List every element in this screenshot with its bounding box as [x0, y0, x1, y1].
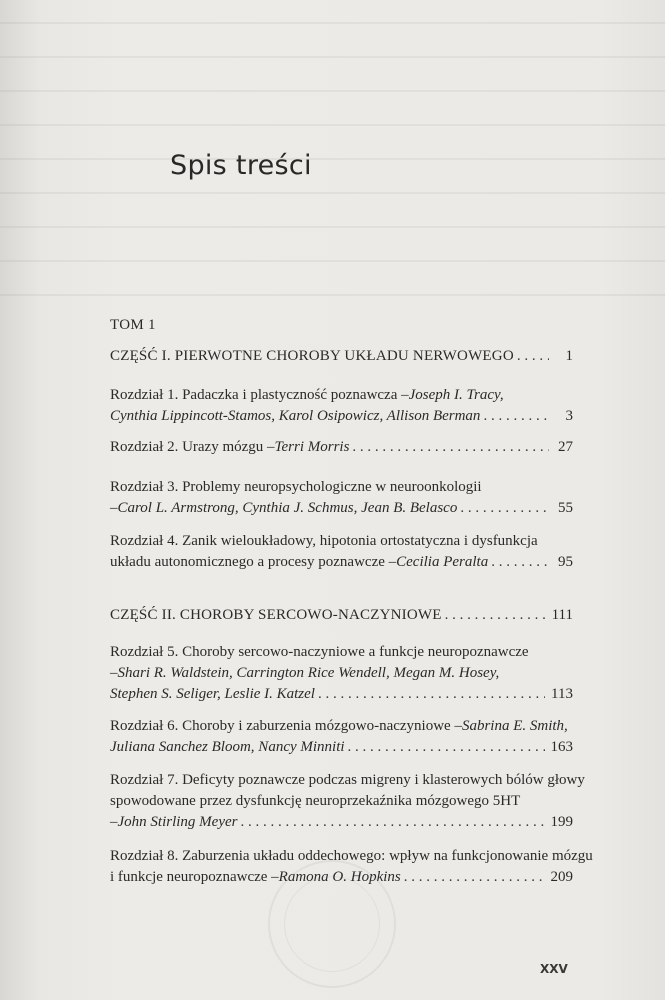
page-number: 3 [565, 408, 573, 424]
leader-dots [517, 346, 549, 367]
chapter-authors: Cecilia Peralta [396, 554, 489, 570]
page-number: 1 [565, 348, 573, 364]
toc-entry-chapter-1 [110, 385, 573, 427]
dash: – [110, 814, 118, 830]
chapter-authors-cont: Juliana Sanchez Bloom, Nancy Minniti [110, 739, 345, 755]
chapter-authors: Shari R. Waldstein, Carrington Rice Wendell, Megan M. Hosey, [117, 665, 500, 681]
page-number: 55 [558, 500, 573, 516]
leader-dots [240, 812, 544, 833]
leader-dots [318, 684, 545, 705]
chapter-authors-cont: Stephen S. Seliger, Leslie I. Katzel [110, 686, 315, 702]
chapter-title-cont: układu autonomicznego a procesy poznawcze – [110, 554, 397, 570]
leader-dots [460, 498, 549, 519]
page-title: Spis treści [170, 150, 312, 181]
chapter-title-cont: spowodowane przez dysfunkcję neuroprzekaźnika mózgowego 5HT [110, 793, 521, 809]
dash: – [110, 665, 118, 681]
toc-entry-chapter-2 [110, 437, 573, 458]
chapter-title-cont: i funkcje neuropoznawcze – [110, 869, 279, 885]
show-through-texture [0, 0, 665, 300]
leader-dots [445, 605, 546, 626]
leader-dots [491, 552, 549, 573]
toc-entry-chapter-5 [110, 642, 573, 705]
page-number: 95 [558, 554, 573, 570]
part-title: CZĘŚĆ II. CHOROBY SERCOWO-NACZYNIOWE [110, 607, 442, 623]
page-number: 27 [558, 439, 573, 455]
page-number: 113 [551, 686, 573, 702]
chapter-title: Rozdział 3. Problemy neuropsychologiczne w neuroonkologii [110, 479, 482, 495]
chapter-authors: Terri Morris [274, 439, 350, 455]
library-stamp-icon [268, 860, 396, 988]
page-number: 199 [550, 814, 573, 830]
leader-dots [352, 437, 549, 458]
chapter-title: Rozdział 5. Choroby sercowo-naczyniowe a funkcje neuropoznawcze [110, 644, 529, 660]
part-title: CZĘŚĆ I. PIERWOTNE CHOROBY UKŁADU NERWOWEGO [110, 348, 514, 364]
dash: – [110, 500, 118, 516]
page-number: 209 [550, 869, 573, 885]
chapter-authors: Carol L. Armstrong, Cynthia J. Schmus, Jean B. Belasco [117, 500, 458, 516]
chapter-title: Rozdział 6. Choroby i zaburzenia mózgowo-naczyniowe – [110, 718, 462, 734]
part-heading-1 [110, 346, 573, 367]
volume-label: TOM 1 [110, 317, 156, 333]
stamp-inner-ring [284, 876, 380, 972]
chapter-title: Rozdział 2. Urazy mózgu – [110, 439, 275, 455]
chapter-authors: Joseph I. Tracy, [408, 387, 504, 403]
toc-entry-chapter-6 [110, 716, 573, 758]
toc-entry-chapter-4 [110, 531, 573, 573]
page-number: 111 [551, 607, 573, 623]
chapter-title: Rozdział 8. Zaburzenia układu oddechowego: wpływ na funkcjonowanie mózgu [110, 848, 593, 864]
leader-dots [404, 867, 545, 888]
chapter-title: Rozdział 7. Deficyty poznawcze podczas migreny i klasterowych bólów głowy [110, 772, 585, 788]
chapter-title: Rozdział 4. Zanik wieloukładowy, hipotonia ortostatyczna i dysfunkcja [110, 533, 538, 549]
page-folio: XXV [540, 962, 568, 976]
chapter-authors-cont: Cynthia Lippincott-Stamos, Karol Osipowicz, Allison Berman [110, 408, 481, 424]
toc-entry-chapter-7 [110, 770, 585, 833]
chapter-authors: Sabrina E. Smith, [461, 718, 568, 734]
chapter-authors: Ramona O. Hopkins [278, 869, 401, 885]
chapter-title: Rozdział 1. Padaczka i plastyczność poznawcza – [110, 387, 409, 403]
part-heading-2 [110, 605, 573, 626]
leader-dots [483, 406, 549, 427]
leader-dots [348, 737, 545, 758]
chapter-authors: John Stirling Meyer [117, 814, 238, 830]
page-number: 163 [550, 739, 573, 755]
toc-entry-chapter-3 [110, 477, 573, 519]
